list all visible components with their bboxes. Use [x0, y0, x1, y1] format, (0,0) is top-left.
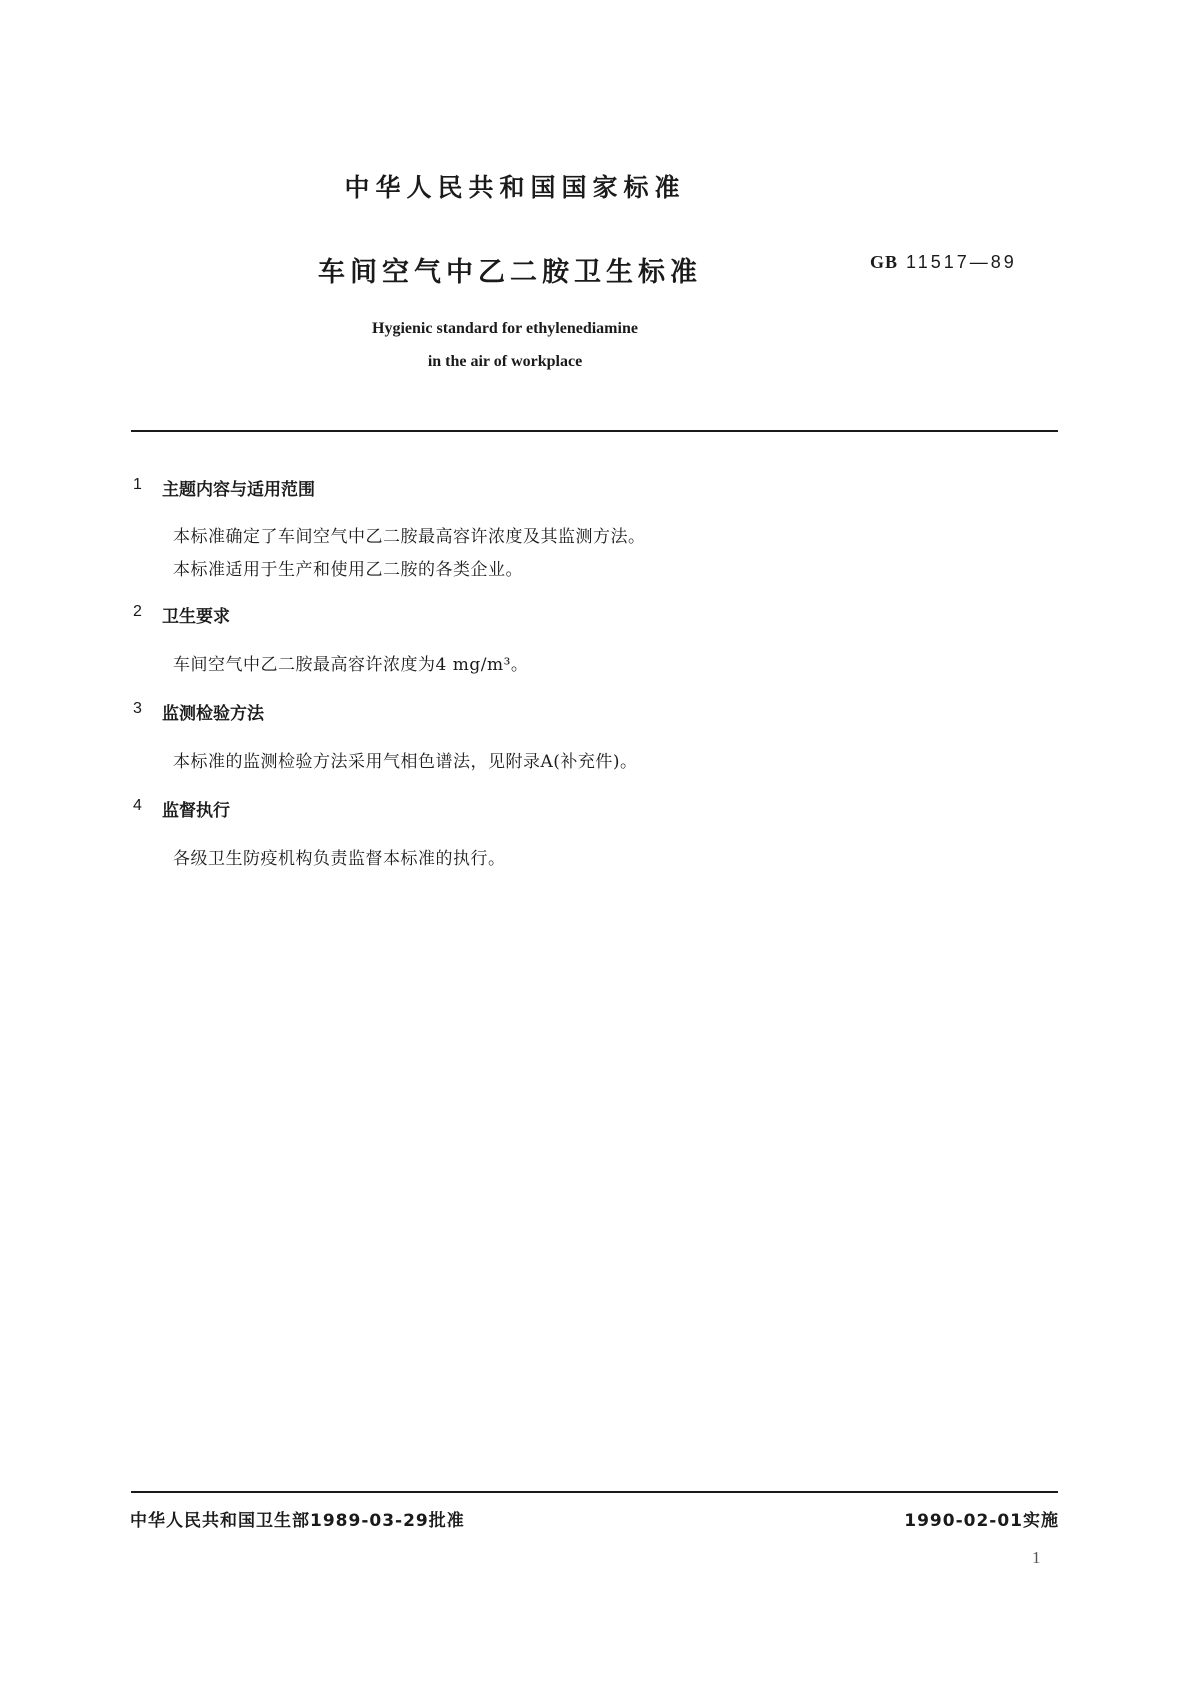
section-3-paragraph-1: 本标准的监测检验方法采用气相色谱法，见附录A(补充件)。 — [173, 752, 638, 772]
approval-date: 中华人民共和国卫生部1989-03-29批准 — [130, 1511, 465, 1531]
section-1-paragraph-1: 本标准确定了车间空气中乙二胺最高容许浓度及其监测方法。 — [173, 527, 646, 547]
document-title-en-line1: Hygienic standard for ethylenediamine — [372, 320, 638, 337]
section-1-number: 1 — [133, 476, 142, 493]
section-1-paragraph-2: 本标准适用于生产和使用乙二胺的各类企业。 — [173, 560, 523, 580]
section-3-title: 监测检验方法 — [162, 704, 264, 724]
header-divider — [131, 430, 1058, 432]
section-2-title: 卫生要求 — [162, 607, 230, 627]
standard-prefix: GB — [870, 252, 899, 272]
section-4-title: 监督执行 — [162, 801, 230, 821]
section-1-title: 主题内容与适用范围 — [162, 480, 315, 500]
section-4-paragraph-1: 各级卫生防疫机构负责监督本标准的执行。 — [173, 849, 506, 869]
national-standard-heading: 中华人民共和国国家标准 — [344, 173, 686, 202]
document-title-cn: 车间空气中乙二胺卫生标准 — [318, 257, 702, 288]
section-3-number: 3 — [133, 700, 142, 717]
page-number: 1 — [1032, 1548, 1041, 1567]
section-4-number: 4 — [133, 797, 142, 814]
footer-divider — [131, 1491, 1058, 1493]
standard-number — [870, 252, 1017, 273]
standard-code: 11517—89 — [906, 252, 1017, 272]
document-title-en-line2: in the air of workplace — [427, 353, 583, 370]
section-2-number: 2 — [133, 603, 142, 620]
section-2-paragraph-1: 车间空气中乙二胺最高容许浓度为4 mg/m³。 — [173, 655, 529, 675]
effective-date: 1990-02-01实施 — [904, 1511, 1059, 1531]
